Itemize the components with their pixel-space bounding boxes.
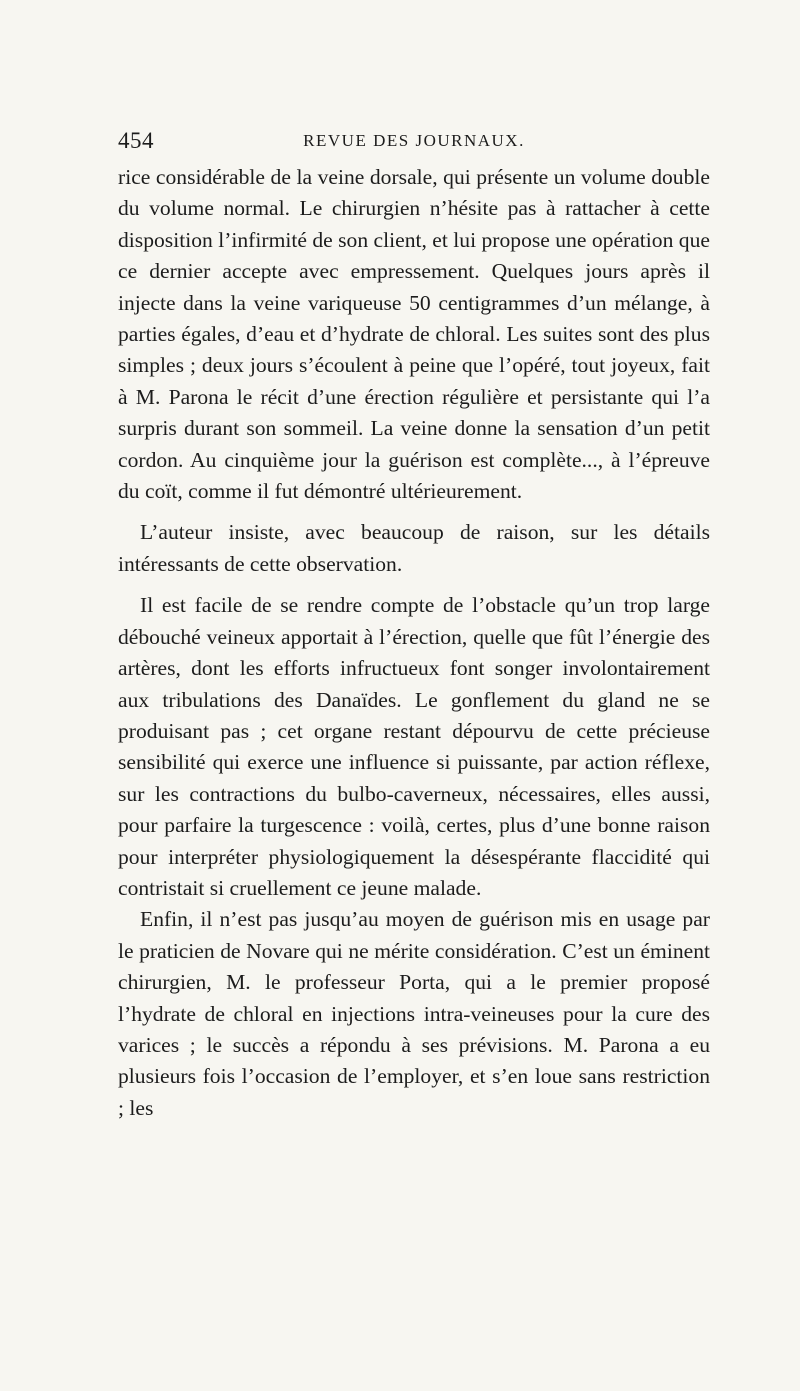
paragraph-continuation: rice considérable de la veine dorsale, qui présente un volume double du volume normal. Le chirurgien n’hésite pas à rattacher à cette disposition l’infirmité de son client, et lui propose une opération que ce dernier accepte avec empressement. Quelques jours après il injecte dans la veine variqueuse 50 centigrammes d’un mélange, à parties égales, d’eau et d’hydrate de chloral. Les suites sont des plus simples ; deux jours s’écoulent à peine que l’opéré, tout joyeux, fait à M. Parona le récit d’une érection régulière et persistante qui l’a surpris durant son sommeil. La veine donne la sensation d’un petit cordon. Au cinquième jour la guérison est complète..., à l’épreuve du coït, comme il fut démontré ultérieurement.: [118, 165, 710, 504]
running-title: REVUE DES JOURNAUX.: [303, 131, 525, 150]
book-page: [118, 128, 710, 1124]
paragraph-author-comment: L’auteur insiste, avec beaucoup de raison, sur les détails intéressants de cette observation.: [118, 520, 710, 576]
paragraph-explanation: Il est facile de se rendre compte de l’obstacle qu’un trop large débouché veineux apportait à l’érection, quelle que fût l’énergie des artères, dont les efforts infructueux font songer involontairement aux tribulations des Danaïdes. Le gonflement du gland ne se produisant pas ; cet organe restant dépourvu de cette précieuse sensibilité qui exerce une influence si puissante, par action réflexe, sur les contractions du bulbo-caverneux, nécessaires, elles aussi, pour parfaire la turgescence : voilà, certes, plus d’une bonne raison pour interpréter physiologiquement la désespérante flaccidité qui contristait si cruellement ce jeune malade.: [118, 593, 710, 900]
page-number: 454: [118, 128, 154, 153]
body-text: [118, 162, 710, 1124]
running-head: [118, 128, 710, 158]
paragraph-treatment: Enfin, il n’est pas jusqu’au moyen de guérison mis en usage par le praticien de Novare qui ne mérite considération. C’est un éminent chirurgien, M. le professeur Porta, qui a le premier proposé l’hydrate de chloral en injections intra-veineuses pour la cure des varices ; le succès a répondu à ses prévisions. M. Parona a eu plusieurs fois l’occasion de l’employer, et s’en loue sans restriction ; les: [118, 907, 710, 1120]
